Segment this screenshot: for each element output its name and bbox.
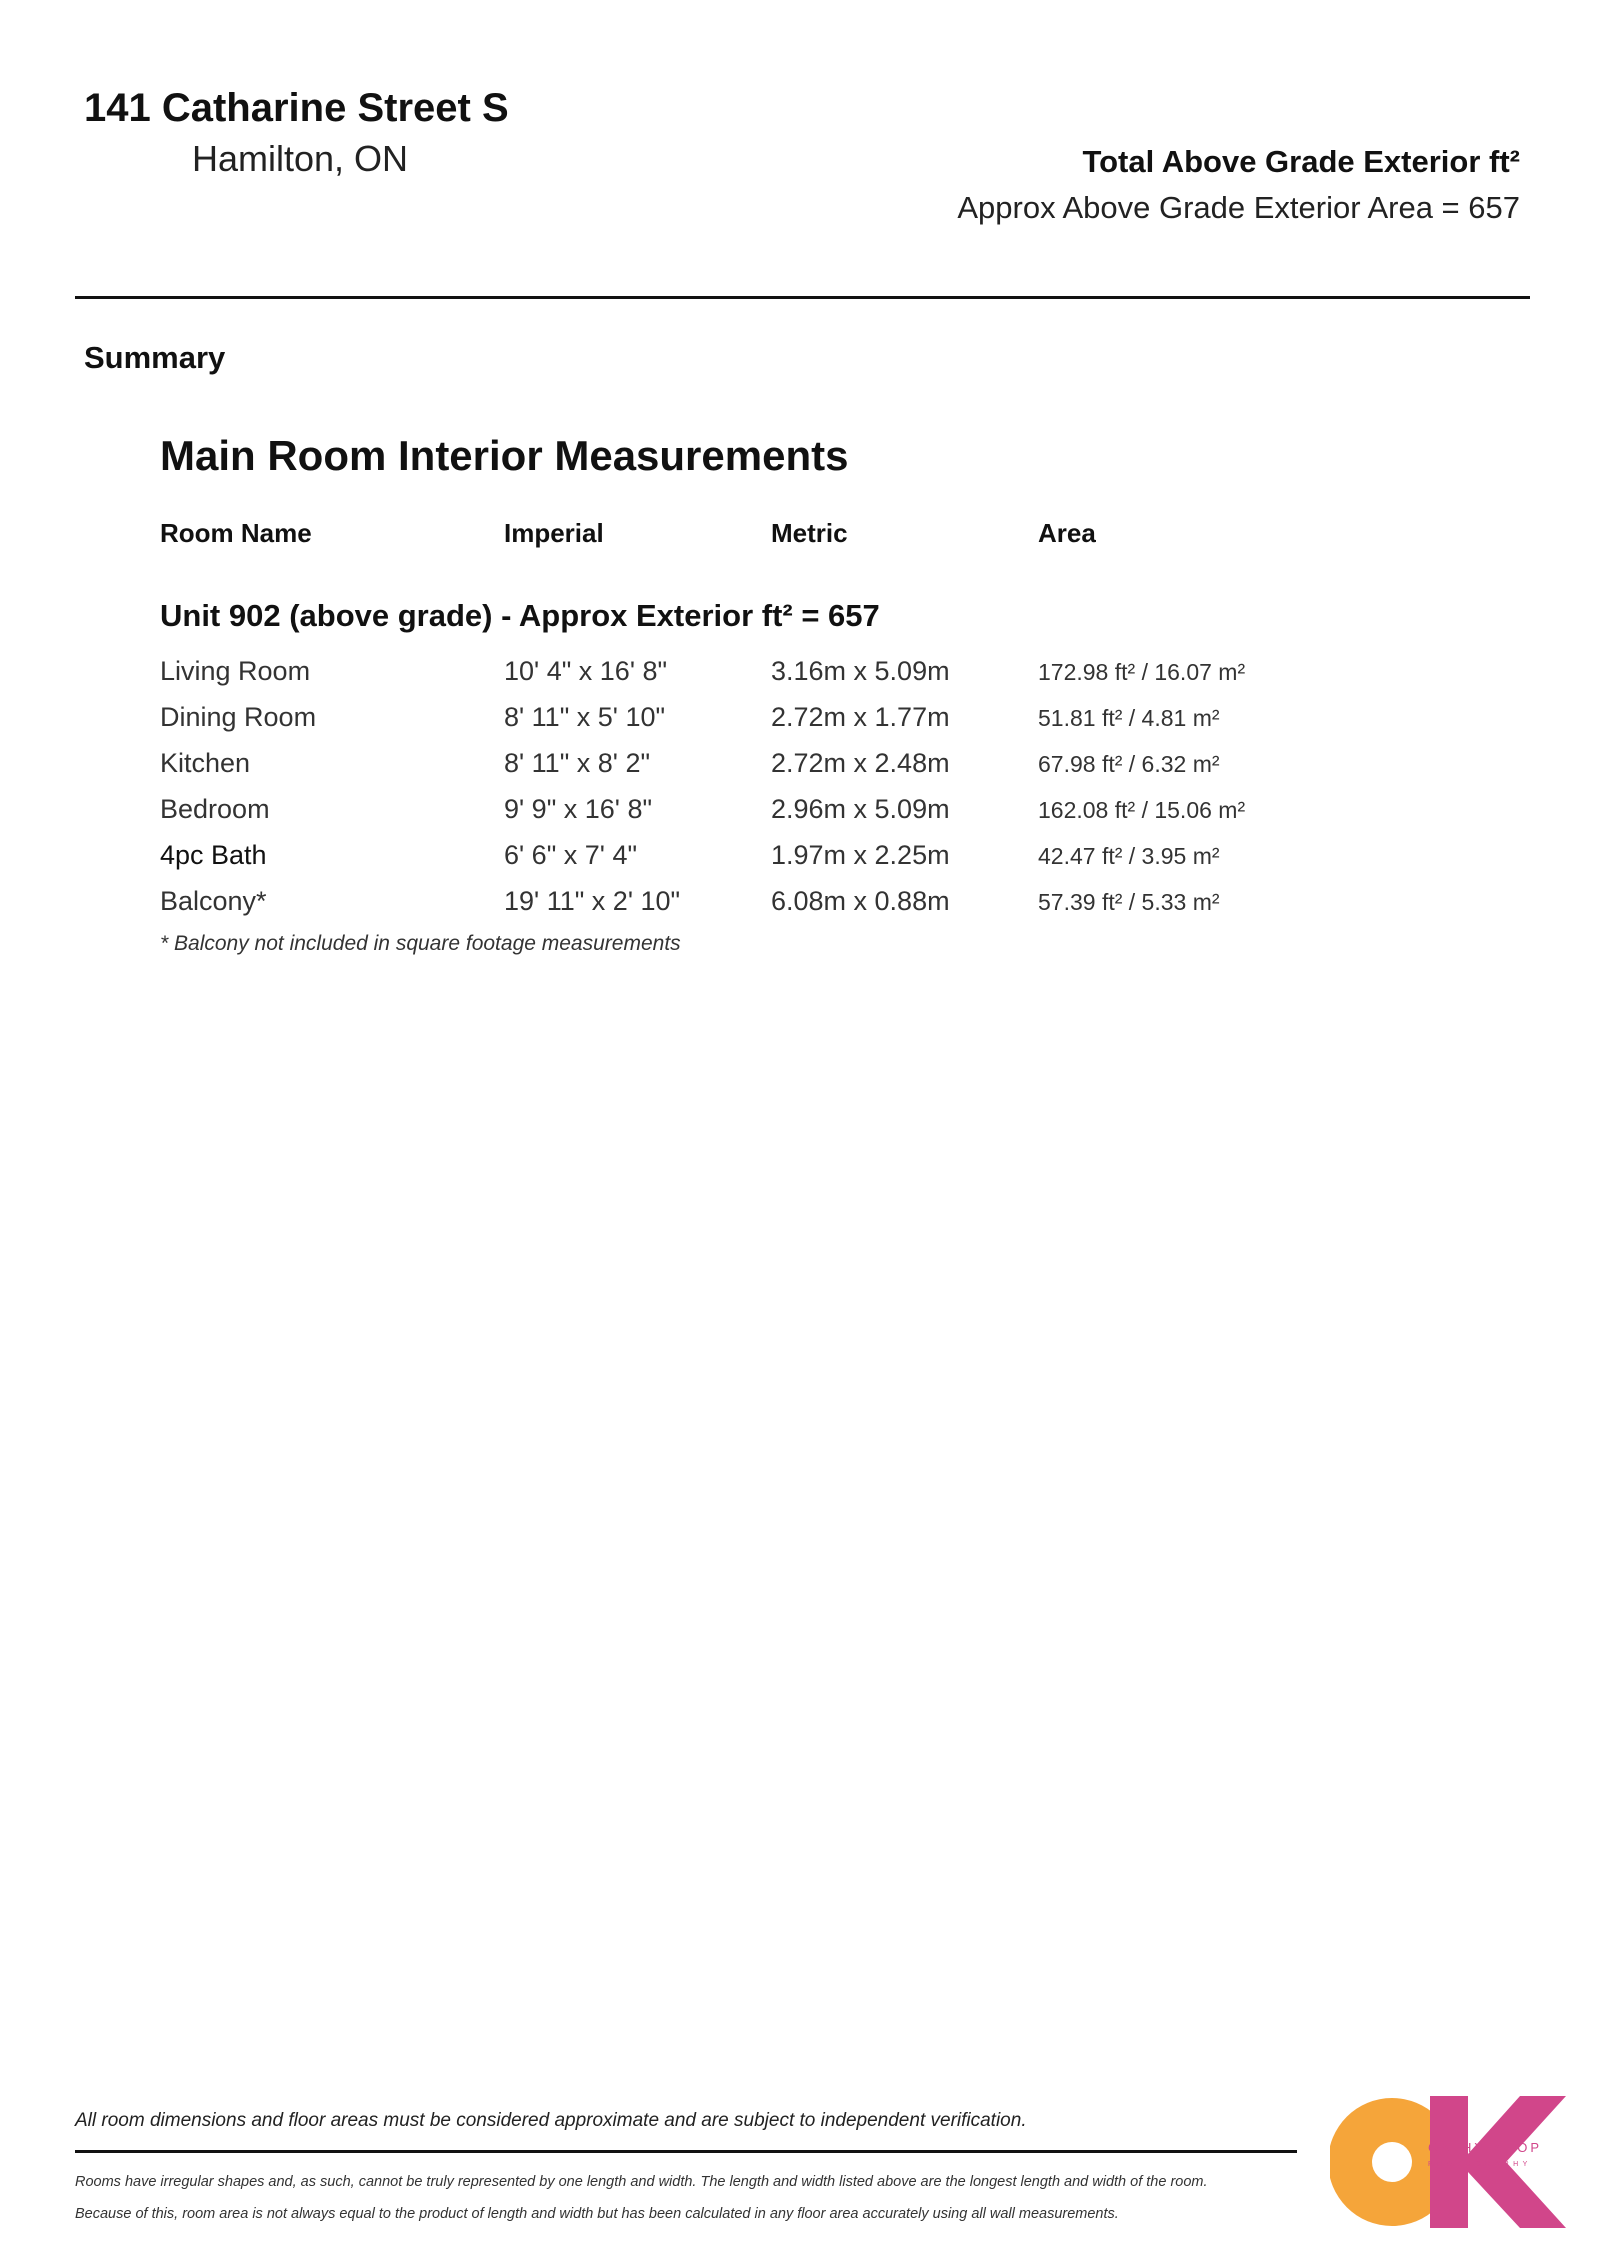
room-area: 51.81 ft² / 4.81 m² <box>1038 705 1220 731</box>
room-area: 57.39 ft² / 5.33 m² <box>1038 889 1220 915</box>
room-metric: 1.97m x 2.25m <box>771 840 950 870</box>
room-imperial: 6' 6" x 7' 4" <box>504 840 638 870</box>
footer-divider <box>75 2150 1297 2153</box>
room-metric: 2.96m x 5.09m <box>771 794 950 824</box>
table-row <box>0 748 1600 788</box>
table-row <box>0 794 1600 834</box>
room-metric: 6.08m x 0.88m <box>771 886 950 916</box>
header-divider <box>75 296 1530 299</box>
section-title: Main Room Interior Measurements <box>160 432 849 479</box>
room-imperial: 8' 11" x 8' 2" <box>504 748 651 778</box>
total-area-value: Approx Above Grade Exterior Area = 657 <box>957 190 1520 225</box>
room-imperial: 8' 11" x 5' 10" <box>504 702 666 732</box>
room-name: Living Room <box>160 656 311 686</box>
room-metric: 2.72m x 2.48m <box>771 748 950 778</box>
room-imperial: 19' 11" x 2' 10" <box>504 886 681 916</box>
cathy-koop-logo <box>1330 2092 1570 2232</box>
logo-tagline-text: PHOTOGRAPHY <box>1428 2161 1532 2168</box>
column-header-imperial: Imperial <box>504 518 604 548</box>
room-name: 4pc Bath <box>160 840 267 870</box>
footer-disclaimer: All room dimensions and floor areas must be considered approximate and are subject to independent verification. <box>75 2110 1027 2131</box>
table-row <box>0 702 1600 742</box>
property-city: Hamilton, ON <box>192 138 409 179</box>
room-area: 67.98 ft² / 6.32 m² <box>1038 751 1220 777</box>
logo-o-hole <box>1372 2142 1412 2182</box>
room-area: 172.98 ft² / 16.07 m² <box>1038 659 1246 685</box>
footer-fine-print-2: Because of this, room area is not always equal to the product of length and width but has been calculated in any floor area accurately using all wall measurements. <box>75 2206 1119 2222</box>
table-row <box>0 656 1600 696</box>
logo-brand-text: CATHY KOOP <box>1428 2140 1543 2155</box>
room-name: Bedroom <box>160 794 270 824</box>
footer-fine-print-1: Rooms have irregular shapes and, as such, cannot be truly represented by one length and width. The length and width listed above are the longest length and width of the room. <box>75 2174 1208 2190</box>
room-name: Kitchen <box>160 748 251 778</box>
room-name: Dining Room <box>160 702 317 732</box>
column-header-metric: Metric <box>771 518 848 548</box>
room-imperial: 9' 9" x 16' 8" <box>504 794 653 824</box>
table-row <box>0 886 1600 926</box>
room-metric: 3.16m x 5.09m <box>771 656 950 686</box>
property-address: 141 Catharine Street S <box>84 86 509 130</box>
balcony-note: * Balcony not included in square footage measurements <box>160 932 681 955</box>
room-metric: 2.72m x 1.77m <box>771 702 950 732</box>
room-area: 42.47 ft² / 3.95 m² <box>1038 843 1220 869</box>
room-imperial: 10' 4" x 16' 8" <box>504 656 668 686</box>
total-area-heading: Total Above Grade Exterior ft² <box>1082 144 1520 179</box>
room-area: 162.08 ft² / 15.06 m² <box>1038 797 1246 823</box>
room-name: Balcony* <box>160 886 267 916</box>
unit-heading: Unit 902 (above grade) - Approx Exterior ft² = 657 <box>160 598 880 633</box>
summary-label: Summary <box>84 340 226 375</box>
column-header-room-name: Room Name <box>160 518 312 548</box>
table-row <box>0 840 1600 880</box>
column-header-area: Area <box>1038 518 1096 548</box>
